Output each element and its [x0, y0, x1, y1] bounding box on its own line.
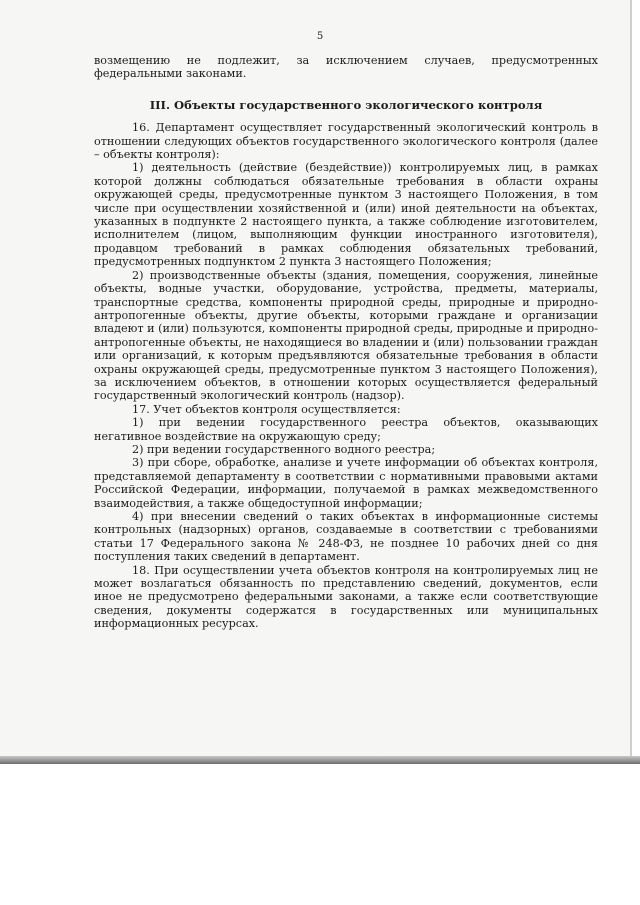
- paragraph-continuation: возмещению не подлежит, за исключением случаев, предусмотренных федеральными законами.: [94, 54, 598, 81]
- document-body: [94, 54, 598, 631]
- paragraph-16: 16. Департамент осуществляет государственный экологический контроль в отношении следующих объектов государственного экологического контроля (далее – объекты контроля):: [94, 121, 598, 162]
- paragraph-16-item-1: 1) деятельность (действие (бездействие)) контролируемых лиц, в рамках которой должны соблюдаться обязательные требования в области охраны окружающей среды, предусмотренные пунктом 3 настоящего Положения, в том числе при осуществлении хозяйственной и (или) иной деятельности на объектах, указанных в подпункте 2 настоящего пункта, а также соблюдение изготовителем, исполнителем (лицом, выполняющим функции иностранного изготовителя), продавцом требований в рамках соблюдения обязательных требований, предусмотренных подпунктом 2 пункта 3 настоящего Положения;: [94, 161, 598, 269]
- paragraph-17-item-2: 2) при ведении государственного водного реестра;: [132, 442, 436, 456]
- paragraph-17-item-4: 4) при внесении сведений о таких объектах в информационные системы контрольных (надзорных) органов, создаваемые в соответствии с требованиями статьи 17 Федерального закона № 248-ФЗ, не позднее 10 рабочих дней со дня поступления таких сведений в департамент.: [94, 510, 598, 564]
- paragraph-17-item-1: 1) при ведении государственного реестра объектов, оказывающих негативное воздействие на окружающую среду;: [94, 416, 598, 443]
- paragraph-16-item-2: 2) производственные объекты (здания, помещения, сооружения, линейные объекты, водные участки, оборудование, устройства, предметы, материалы, транспортные средства, компоненты природной среды, природные и природно-антропогенные объекты, другие объекты, которыми граждане и организации владеют и (или) пользуются, компоненты природной среды, природные и природно-антропогенные объекты, не находящиеся во владении и (или) пользовании граждан или организаций, к которым предъявляются обязательные требования в области охраны окружающей среды, предусмотренные пунктом 3 настоящего Положения), за исключением объектов, в отношении которых осуществляется федеральный государственный экологический контроль (надзор).: [94, 268, 598, 403]
- paragraph-17: 17. Учет объектов контроля осуществляется:: [132, 402, 401, 416]
- page-number: 5: [316, 31, 324, 42]
- paragraph-17-item-3: 3) при сборе, обработке, анализе и учете информации об объектах контроля, представляемой департаменту в соответствии с нормативными правовыми актами Российской Федерации, информации, получаемой в рамках межведомственного взаимодействия, а также общедоступной информации;: [94, 456, 598, 510]
- paragraph-18: 18. При осуществлении учета объектов контроля на контролируемых лиц не может возлагаться обязанность по представлению сведений, документов, если иное не предусмотрено федеральными законами, а также если соответствующие сведения, документы содержатся в государственных или муниципальных информационных ресурсах.: [94, 563, 598, 631]
- scan-edge: [0, 756, 640, 764]
- section-title: III. Объекты государственного экологического контроля: [149, 97, 543, 112]
